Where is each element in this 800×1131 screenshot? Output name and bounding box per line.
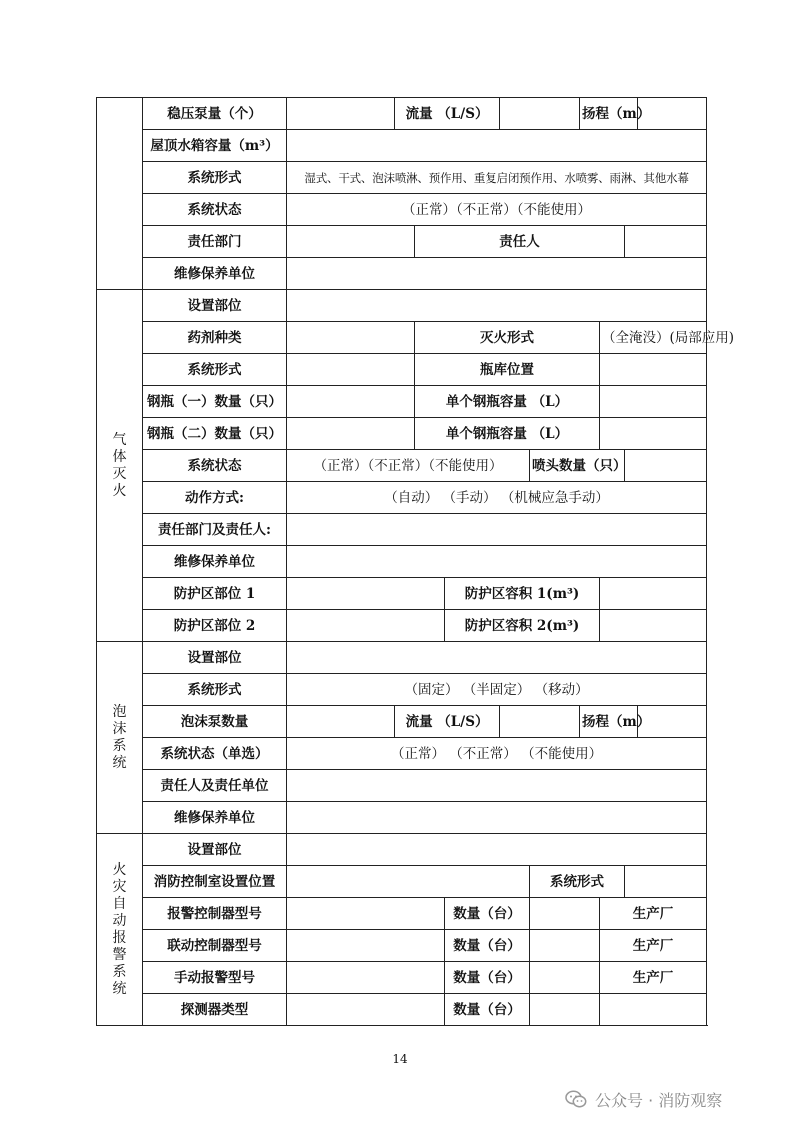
field-label: 单个钢瓶容量 （L）: [415, 418, 600, 450]
field-label: 系统状态: [143, 194, 287, 226]
field-value[interactable]: [287, 290, 707, 322]
table-row: [97, 962, 707, 994]
field-value[interactable]: [287, 514, 707, 546]
table-row: [97, 322, 707, 354]
field-value[interactable]: [287, 130, 707, 162]
field-label: 屋顶水箱容量（m³）: [143, 130, 287, 162]
field-label: 防护区部位 1: [143, 578, 287, 610]
table-row: [97, 578, 707, 610]
field-value[interactable]: [600, 994, 707, 1026]
field-value[interactable]: [500, 98, 580, 130]
field-label: 系统状态: [143, 450, 287, 482]
field-label: 流量 （L/S）: [395, 706, 500, 738]
field-value: （固定） （半固定） （移动）: [287, 674, 707, 706]
field-value[interactable]: [287, 642, 707, 674]
field-label: 责任部门及责任人:: [143, 514, 287, 546]
field-value[interactable]: [287, 770, 707, 802]
field-value[interactable]: [530, 962, 600, 994]
field-value: （正常） （不正常） （不能使用）: [287, 738, 707, 770]
field-value[interactable]: [600, 354, 707, 386]
field-label: 喷头数量（只）: [530, 450, 625, 482]
field-label: 报警控制器型号: [143, 898, 287, 930]
field-value[interactable]: [287, 866, 530, 898]
field-label: 灭火形式: [415, 322, 600, 354]
field-label: 联动控制器型号: [143, 930, 287, 962]
field-label: 扬程（m）: [580, 98, 638, 130]
page-number: 14: [392, 1052, 408, 1066]
field-label: 系统形式: [530, 866, 625, 898]
table-row: [97, 738, 707, 770]
section-title-alarm: 火灾自动报警系统: [97, 834, 143, 1026]
field-value[interactable]: [625, 866, 707, 898]
table-row: [97, 866, 707, 898]
table-row: [97, 802, 707, 834]
table-row: [97, 354, 707, 386]
table-row: [97, 674, 707, 706]
field-label: 瓶库位置: [415, 354, 600, 386]
field-value: （正常）（不正常）（不能使用）: [287, 450, 530, 482]
field-label: 系统形式: [143, 674, 287, 706]
field-value[interactable]: [600, 578, 707, 610]
table-row: [97, 610, 707, 642]
table-row: [97, 450, 707, 482]
table-row: [97, 98, 707, 130]
field-label: 扬程（m）: [580, 706, 638, 738]
field-label: 防护区容积 2(m³): [445, 610, 600, 642]
field-value[interactable]: [287, 386, 415, 418]
table-row: [97, 194, 707, 226]
field-value[interactable]: [287, 962, 445, 994]
field-value: （自动） （手动） （机械应急手动）: [287, 482, 707, 514]
field-value[interactable]: [287, 706, 395, 738]
field-value: （全淹没）(局部应用): [600, 322, 707, 354]
field-label: 维修保养单位: [143, 546, 287, 578]
field-label: 稳压泵量（个）: [143, 98, 287, 130]
watermark: [565, 1085, 722, 1113]
wechat-icon: [565, 1090, 587, 1108]
field-value[interactable]: [530, 898, 600, 930]
field-value[interactable]: [600, 418, 707, 450]
field-label: 泡沫泵数量: [143, 706, 287, 738]
field-label: 防护区容积 1(m³): [445, 578, 600, 610]
field-value[interactable]: [287, 98, 395, 130]
field-label: 生产厂: [600, 898, 707, 930]
table-row: [97, 642, 707, 674]
field-value[interactable]: [287, 354, 415, 386]
field-label: 设置部位: [143, 642, 287, 674]
table-row: [97, 930, 707, 962]
table-row: [97, 994, 707, 1026]
field-value[interactable]: [625, 226, 707, 258]
field-label: 数量（台）: [445, 930, 530, 962]
field-value[interactable]: [287, 930, 445, 962]
field-value[interactable]: [600, 386, 707, 418]
field-value[interactable]: [600, 610, 707, 642]
field-label: 生产厂: [600, 962, 707, 994]
field-label: 流量 （L/S）: [395, 98, 500, 130]
field-value[interactable]: [287, 802, 707, 834]
field-value: （正常）（不正常）（不能使用）: [287, 194, 707, 226]
table-row: [97, 482, 707, 514]
fire-facility-form-table: [96, 97, 735, 1026]
table-row: [97, 898, 707, 930]
watermark-text: 公众号 · 消防观察: [595, 1090, 723, 1110]
field-value[interactable]: [287, 258, 707, 290]
field-label: 设置部位: [143, 834, 287, 866]
field-label: 责任人: [415, 226, 625, 258]
field-label: 防护区部位 2: [143, 610, 287, 642]
table-row: [97, 770, 707, 802]
table-row: [97, 130, 707, 162]
field-label: 系统形式: [143, 354, 287, 386]
field-label: 设置部位: [143, 290, 287, 322]
field-label: 生产厂: [600, 930, 707, 962]
table-row: [97, 546, 707, 578]
field-label: 数量（台）: [445, 994, 530, 1026]
field-label: 责任部门: [143, 226, 287, 258]
field-label: 钢瓶（一）数量（只）: [143, 386, 287, 418]
section-title-gas: 气体灭火: [97, 290, 143, 642]
field-value[interactable]: [287, 418, 415, 450]
table-row: [97, 418, 707, 450]
field-value[interactable]: [625, 450, 707, 482]
field-value[interactable]: [500, 706, 580, 738]
field-label: 探测器类型: [143, 994, 287, 1026]
field-label: 维修保养单位: [143, 802, 287, 834]
table-row: [97, 258, 707, 290]
field-value: 湿式、干式、泡沫喷淋、预作用、重复启闭预作用、水喷雾、雨淋、其他水幕: [287, 162, 707, 194]
field-value[interactable]: [287, 994, 445, 1026]
field-label: 动作方式:: [143, 482, 287, 514]
table-row: [97, 834, 707, 866]
field-label: 维修保养单位: [143, 258, 287, 290]
table-row: [97, 290, 707, 322]
table-row: [97, 514, 707, 546]
table-row: [97, 226, 707, 258]
table-row: [97, 706, 707, 738]
section-title-foam: 泡沫系统: [97, 642, 143, 834]
field-value[interactable]: [287, 578, 445, 610]
field-label: 责任人及责任单位: [143, 770, 287, 802]
section-cell-continued: [97, 98, 143, 290]
field-label: 系统状态（单选）: [143, 738, 287, 770]
field-label: 消防控制室设置位置: [143, 866, 287, 898]
table-row: [97, 386, 707, 418]
field-value[interactable]: [287, 546, 707, 578]
field-label: 数量（台）: [445, 898, 530, 930]
table-row: [97, 162, 707, 194]
field-label: 钢瓶（二）数量（只）: [143, 418, 287, 450]
field-value[interactable]: [287, 322, 415, 354]
field-label: 单个钢瓶容量 （L）: [415, 386, 600, 418]
field-label: 数量（台）: [445, 962, 530, 994]
field-label: 系统形式: [143, 162, 287, 194]
field-value[interactable]: [287, 610, 445, 642]
field-value[interactable]: [287, 898, 445, 930]
field-value[interactable]: [530, 994, 600, 1026]
field-value[interactable]: [287, 226, 415, 258]
field-value[interactable]: [530, 930, 600, 962]
field-value[interactable]: [287, 834, 707, 866]
field-label: 手动报警型号: [143, 962, 287, 994]
field-label: 药剂种类: [143, 322, 287, 354]
